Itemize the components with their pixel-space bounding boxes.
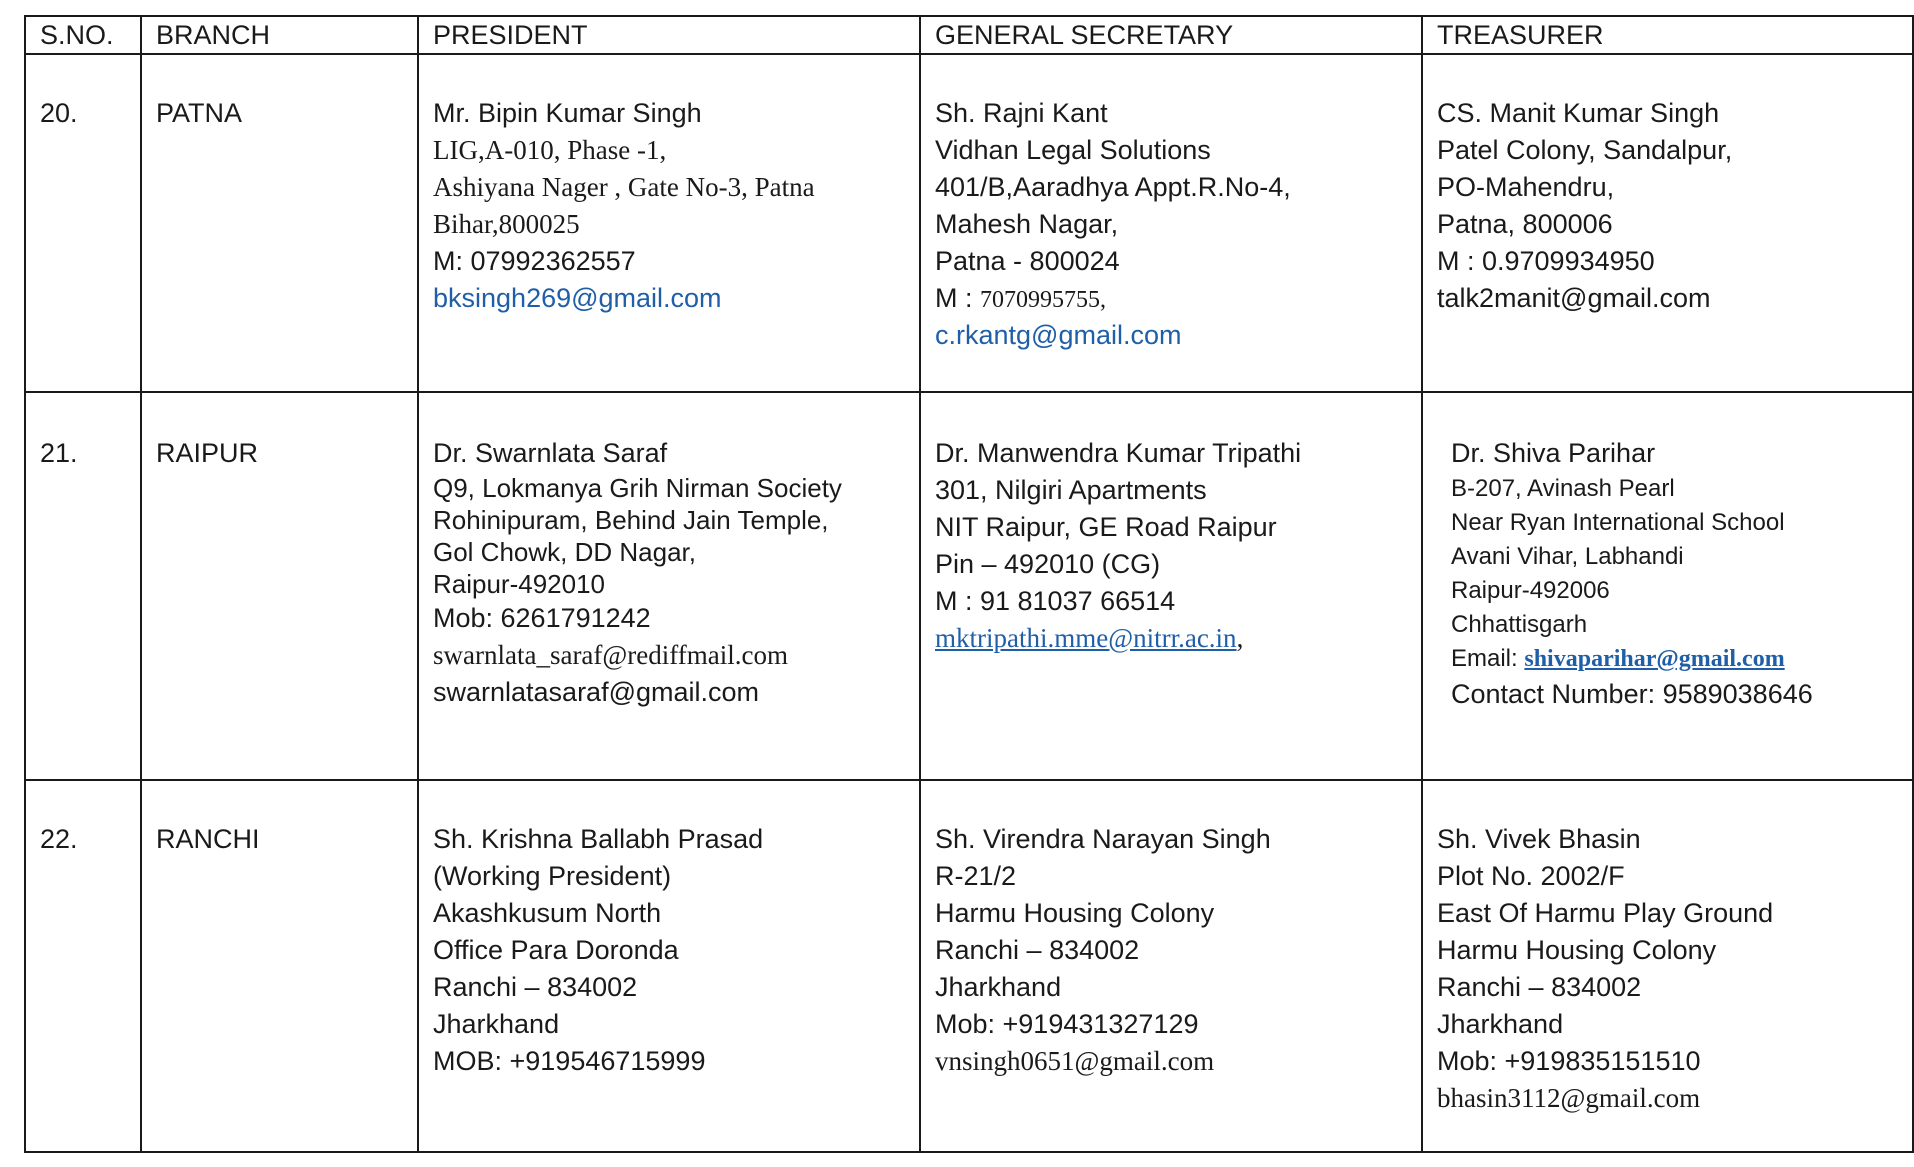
treasurer-contact-number: Contact Number: 9589038646	[1451, 679, 1813, 709]
serial-number: 20.	[40, 98, 78, 128]
secretary-name: Dr. Manwendra Kumar Tripathi	[935, 438, 1302, 468]
header-general-secretary: GENERAL SECRETARY	[920, 16, 1422, 54]
treasurer-name: CS. Manit Kumar Singh	[1437, 98, 1720, 128]
header-treasurer: TREASURER	[1422, 16, 1913, 54]
president-cell	[418, 392, 920, 780]
president-address-line: Ashiyana Nager , Gate No-3, Patna	[433, 172, 815, 202]
president-name: Mr. Bipin Kumar Singh	[433, 98, 702, 128]
treasurer-address-line: Harmu Housing Colony	[1437, 935, 1717, 965]
secretary-email: vnsingh0651@gmail.com	[935, 1046, 1215, 1076]
treasurer-email-link[interactable]: shivaparihar@gmail.com	[1524, 646, 1785, 672]
secretary-address-line: R-21/2	[935, 861, 1017, 891]
secretary-address-line: Vidhan Legal Solutions	[935, 135, 1211, 165]
treasurer-cell	[1422, 54, 1913, 392]
secretary-address-line: 401/B,Aaradhya Appt.R.No-4,	[935, 172, 1291, 202]
header-row	[25, 16, 1913, 54]
president-cell	[418, 54, 920, 392]
secretary-name: Sh. Virendra Narayan Singh	[935, 824, 1271, 854]
treasurer-cell	[1422, 780, 1913, 1152]
president-address-line: Office Para Doronda	[433, 935, 679, 965]
treasurer-address-line: Plot No. 2002/F	[1437, 861, 1625, 891]
secretary-address-line: Harmu Housing Colony	[935, 898, 1215, 928]
secretary-address-line: 301, Nilgiri Apartments	[935, 475, 1207, 505]
treasurer-mobile: Mob: +919835151510	[1437, 1046, 1701, 1076]
secretary-address-line: Mahesh Nagar,	[935, 209, 1119, 239]
president-mobile: MOB: +919546715999	[433, 1046, 706, 1076]
branch-name: PATNA	[156, 98, 243, 128]
branch-name: RAIPUR	[156, 438, 259, 468]
treasurer-address-line: B-207, Avinash Pearl	[1451, 475, 1675, 502]
treasurer-address-line: Avani Vihar, Labhandi	[1451, 543, 1684, 570]
treasurer-address-line: Raipur-492006	[1451, 577, 1610, 604]
president-email: swarnlata_saraf@rediffmail.com	[433, 640, 788, 670]
treasurer-name: Sh. Vivek Bhasin	[1437, 824, 1641, 854]
sno-cell	[25, 392, 141, 780]
president-address-line: LIG,A-010, Phase -1,	[433, 135, 667, 165]
secretary-email-line	[935, 620, 1407, 657]
secretary-mobile	[935, 280, 1407, 317]
treasurer-address-line: Ranchi – 834002	[1437, 972, 1642, 1002]
treasurer-email-line	[1451, 642, 1898, 676]
president-address-line: Akashkusum North	[433, 898, 662, 928]
president-address-line: Gol Chowk, DD Nagar,	[433, 537, 696, 567]
president-address-line: Raipur-492010	[433, 569, 606, 599]
header-branch: BRANCH	[141, 16, 418, 54]
president-address-line: Jharkhand	[433, 1009, 560, 1039]
sno-cell	[25, 780, 141, 1152]
sno-cell	[25, 54, 141, 392]
secretary-email-link[interactable]: c.rkantg@gmail.com	[935, 320, 1182, 350]
secretary-email-link[interactable]: mktripathi.mme@nitrr.ac.in	[935, 623, 1237, 653]
secretary-mobile: Mob: +919431327129	[935, 1009, 1199, 1039]
serial-number: 21.	[40, 438, 78, 468]
secretary-cell	[920, 392, 1422, 780]
branch-directory-table	[24, 15, 1914, 1153]
secretary-address-line: Jharkhand	[935, 972, 1062, 1002]
branch-cell	[141, 392, 418, 780]
president-address-line: Q9, Lokmanya Grih Nirman Society	[433, 473, 842, 503]
secretary-email-suffix: ,	[1236, 623, 1244, 653]
president-email-link[interactable]: bksingh269@gmail.com	[433, 283, 722, 313]
secretary-mobile-value: 7070995755,	[980, 287, 1107, 313]
treasurer-address-line: East Of Harmu Play Ground	[1437, 898, 1774, 928]
header-president: PRESIDENT	[418, 16, 920, 54]
treasurer-email-label: Email:	[1451, 645, 1518, 672]
secretary-address-line: Ranchi – 834002	[935, 935, 1140, 965]
president-address-line: Rohinipuram, Behind Jain Temple,	[433, 505, 829, 535]
treasurer-address-line: Patna, 800006	[1437, 209, 1613, 239]
treasurer-address-line: Jharkhand	[1437, 1009, 1564, 1039]
table-row	[25, 392, 1913, 780]
president-email: swarnlatasaraf@gmail.com	[433, 677, 760, 707]
treasurer-mobile: M : 0.9709934950	[1437, 246, 1655, 276]
president-address-line: Ranchi – 834002	[433, 972, 638, 1002]
treasurer-name: Dr. Shiva Parihar	[1451, 438, 1656, 468]
president-address-line: Bihar,800025	[433, 209, 580, 239]
table-row	[25, 780, 1913, 1152]
serial-number: 22.	[40, 824, 78, 854]
secretary-cell	[920, 780, 1422, 1152]
president-name: Sh. Krishna Ballabh Prasad	[433, 824, 764, 854]
header-sno: S.NO.	[25, 16, 141, 54]
president-role: (Working President)	[433, 861, 672, 891]
secretary-name: Sh. Rajni Kant	[935, 98, 1108, 128]
secretary-address-line: Pin – 492010 (CG)	[935, 549, 1161, 579]
secretary-address-line: NIT Raipur, GE Road Raipur	[935, 512, 1277, 542]
treasurer-address-line: Near Ryan International School	[1451, 509, 1785, 536]
treasurer-cell	[1422, 392, 1913, 780]
treasurer-email: bhasin3112@gmail.com	[1437, 1083, 1701, 1113]
secretary-mobile: M : 91 81037 66514	[935, 586, 1176, 616]
table-row	[25, 54, 1913, 392]
president-name: Dr. Swarnlata Saraf	[433, 438, 668, 468]
branch-cell	[141, 54, 418, 392]
secretary-mobile-label: M :	[935, 283, 973, 313]
president-cell	[418, 780, 920, 1152]
treasurer-email: talk2manit@gmail.com	[1437, 283, 1711, 313]
branch-name: RANCHI	[156, 824, 260, 854]
president-mobile: M: 07992362557	[433, 246, 636, 276]
president-mobile: Mob: 6261791242	[433, 603, 651, 633]
treasurer-address-line: PO-Mahendru,	[1437, 172, 1615, 202]
treasurer-address-line: Chhattisgarh	[1451, 611, 1588, 638]
treasurer-address-line: Patel Colony, Sandalpur,	[1437, 135, 1733, 165]
secretary-cell	[920, 54, 1422, 392]
secretary-address-line: Patna - 800024	[935, 246, 1120, 276]
branch-cell	[141, 780, 418, 1152]
